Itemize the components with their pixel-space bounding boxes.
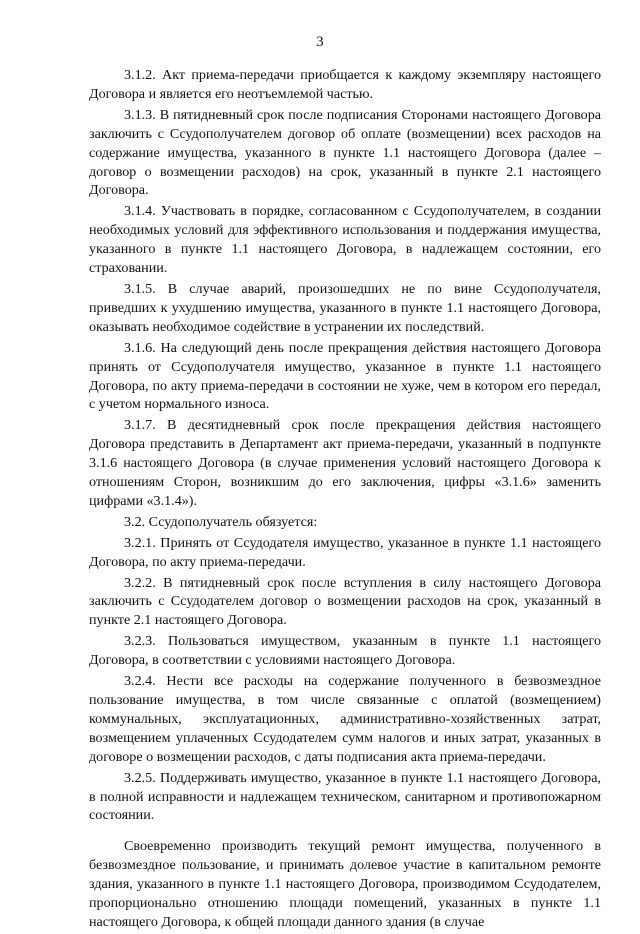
paragraph-3-2-3: 3.2.3. Пользоваться имуществом, указанным в пункте 1.1 настоящего Договора, в соответствии с условиями настоящего Договора. [89, 633, 601, 669]
paragraph-repair-duty: Своевременно производить текущий ремонт имущества, полученного в безвозмездное пользование, и принимать долевое участие в капитальном ремонте здания, указанного в пункте 1.1 настоящего Договора, производимом Ссудодателем, пропорционально отношению площади помещений, указанных в пункте 1.1 настоящего Договора, к общей площади данного здания (в случае [89, 838, 601, 930]
paragraph-3-1-5: 3.1.5. В случае аварий, произошедших не по вине Ссудополучателя, приведших к ухудшению имущества, указанного в пункте 1.1 настоящего Договора, оказывать необходимое содействие в устранении их последствий. [89, 280, 601, 335]
paragraph-3-2-2: 3.2.2. В пятидневный срок после вступления в силу настоящего Договора заключить с Ссудодателем договор о возмещении расходов на срок, указанный в пункте 2.1 настоящего Договора. [89, 574, 601, 629]
document-body [89, 66, 601, 934]
paragraph-3-2-heading: 3.2. Ссудополучатель обязуется: [124, 513, 318, 530]
paragraph-3-2-5: 3.2.5. Поддерживать имущество, указанное в пункте 1.1 настоящего Договора, в полной исправности и надлежащем техническом, санитарном и противопожарном состоянии. [89, 769, 601, 824]
paragraph-3-1-3: 3.1.3. В пятидневный срок после подписания Сторонами настоящего Договора заключить с Ссудополучателем договор об оплате (возмещении) всех расходов на содержание имущества, указанного в пункте 1.1 настоящего Договора (далее – договор о возмещении расходов) на срок, указанный в пункте 2.1 настоящего Договора. [89, 106, 601, 199]
paragraph-3-2-1: 3.2.1. Принять от Ссудодателя имущество, указанное в пункте 1.1 настоящего Договора, по акту приема-передачи. [89, 534, 601, 570]
page-number: 3 [316, 34, 324, 50]
paragraph-3-1-4: 3.1.4. Участвовать в порядке, согласованном с Ссудополучателем, в создании необходимых условий для эффективного использования и поддержания имущества, указанного в пункте 1.1 настоящего Договора, в надлежащем состоянии, его страховании. [89, 203, 601, 277]
paragraph-3-1-6: 3.1.6. На следующий день после прекращения действия настоящего Договора принять от Ссудополучателя имущество, указанное в пункте 1.1 настоящего Договора, по акту приема-передачи в состоянии не хуже, чем в котором его передал, с учетом нормального износа. [89, 339, 601, 413]
paragraph-3-2-4: 3.2.4. Нести все расходы на содержание полученного в безвозмездное пользование имущества, в том числе связанные с оплатой (возмещением) коммунальных, эксплуатационных, административно-хозяйственных затрат, возмещением уплаченных Ссудодателем сумм налогов и иных затрат, указанных в договоре о возмещении расходов, с даты подписания акта приема-передачи. [89, 673, 601, 765]
paragraph-3-1-2: 3.1.2. Акт приема-передачи приобщается к каждому экземпляру настоящего Договора и является его неотъемлемой частью. [89, 67, 601, 102]
paragraph-3-1-7: 3.1.7. В десятидневный срок после прекращения действия настоящего Договора представить в Департамент акт приема-передачи, указанный в подпункте 3.1.6 настоящего Договора (в случае применения условий настоящего Договора к отношениям Сторон, возникшим до его заключения, цифры «3.1.6» заменить цифрами «3.1.4»). [89, 417, 601, 509]
